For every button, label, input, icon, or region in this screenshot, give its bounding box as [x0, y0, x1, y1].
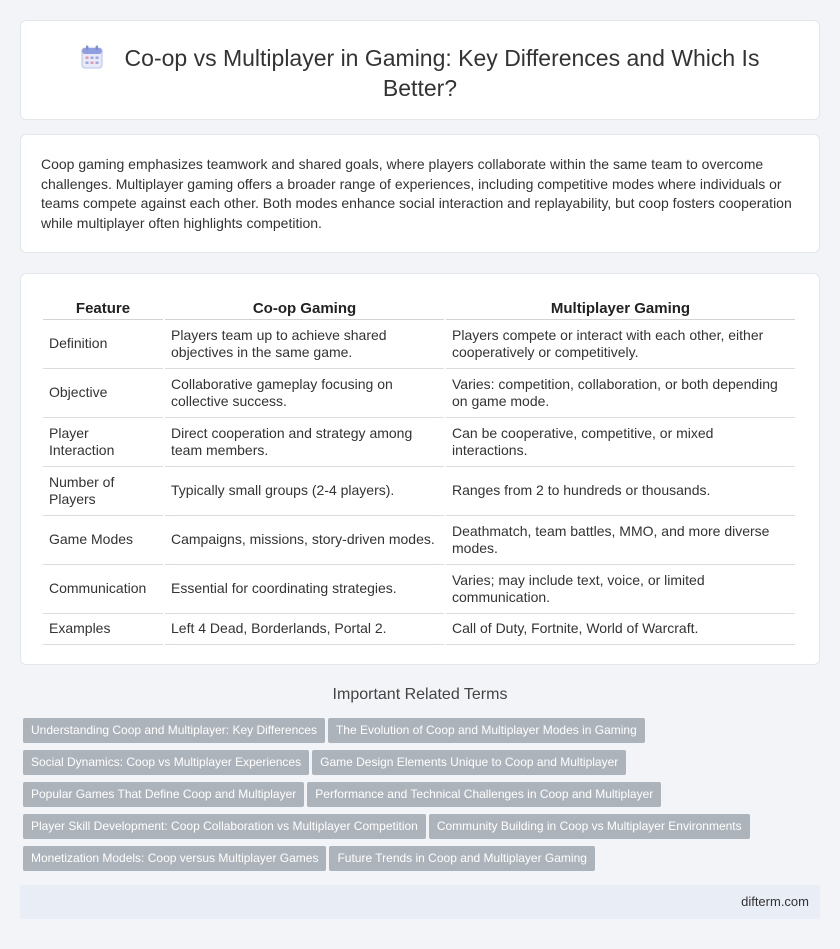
column-header-feature: Feature: [43, 296, 163, 320]
coop-cell: Essential for coordinating strategies.: [165, 565, 444, 614]
related-term-tag[interactable]: The Evolution of Coop and Multiplayer Modes in Gaming: [328, 718, 645, 743]
header-card: [20, 20, 820, 120]
related-terms-list: [23, 718, 823, 878]
column-header-coop: Co-op Gaming: [165, 296, 444, 320]
related-term-tag[interactable]: Social Dynamics: Coop vs Multiplayer Experiences: [23, 750, 309, 775]
feature-cell: Definition: [43, 320, 163, 369]
intro-card: [20, 134, 820, 253]
multiplayer-cell: Ranges from 2 to hundreds or thousands.: [446, 467, 795, 516]
site-link[interactable]: difterm.com: [741, 894, 809, 909]
page-title-text: Co-op vs Multiplayer in Gaming: Key Differences and Which Is Better?: [124, 45, 760, 101]
feature-cell: Number of Players: [43, 467, 163, 516]
feature-cell: Objective: [43, 369, 163, 418]
page-title: [21, 43, 819, 103]
table-row: [43, 418, 795, 467]
related-term-tag[interactable]: Future Trends in Coop and Multiplayer Gaming: [329, 846, 594, 871]
related-term-tag[interactable]: Monetization Models: Coop versus Multiplayer Games: [23, 846, 326, 871]
multiplayer-cell: Varies; may include text, voice, or limited communication.: [446, 565, 795, 614]
table-row: [43, 565, 795, 614]
feature-cell: Examples: [43, 614, 163, 645]
multiplayer-cell: Deathmatch, team battles, MMO, and more diverse modes.: [446, 516, 795, 565]
feature-cell: Communication: [43, 565, 163, 614]
feature-cell: Player Interaction: [43, 418, 163, 467]
coop-cell: Direct cooperation and strategy among team members.: [165, 418, 444, 467]
coop-cell: Left 4 Dead, Borderlands, Portal 2.: [165, 614, 444, 645]
coop-cell: Players team up to achieve shared objectives in the same game.: [165, 320, 444, 369]
coop-cell: Typically small groups (2-4 players).: [165, 467, 444, 516]
table-row: [43, 369, 795, 418]
calendar-icon: [81, 45, 103, 69]
footer: [20, 885, 820, 919]
multiplayer-cell: Varies: competition, collaboration, or both depending on game mode.: [446, 369, 795, 418]
multiplayer-cell: Players compete or interact with each other, either cooperatively or competitively.: [446, 320, 795, 369]
intro-text: Coop gaming emphasizes teamwork and shared goals, where players collaborate within the same team to overcome challenges. Multiplayer gaming offers a broader range of experiences, including competitive modes where individuals or teams compete against each other. Both modes enhance social interaction and replayability, but coop fosters cooperation while multiplayer often highlights competition.: [41, 156, 792, 231]
related-term-tag[interactable]: Performance and Technical Challenges in Coop and Multiplayer: [307, 782, 661, 807]
coop-cell: Collaborative gameplay focusing on collective success.: [165, 369, 444, 418]
table-row: [43, 516, 795, 565]
related-term-tag[interactable]: Game Design Elements Unique to Coop and Multiplayer: [312, 750, 626, 775]
table-row: [43, 467, 795, 516]
related-term-tag[interactable]: Popular Games That Define Coop and Multiplayer: [23, 782, 304, 807]
related-terms-title: Important Related Terms: [332, 686, 508, 703]
comparison-table: [41, 296, 797, 645]
comparison-card: [20, 273, 820, 665]
table-header-row: [43, 296, 795, 320]
related-term-tag[interactable]: Understanding Coop and Multiplayer: Key Differences: [23, 718, 325, 743]
related-term-tag[interactable]: Player Skill Development: Coop Collaboration vs Multiplayer Competition: [23, 814, 426, 839]
coop-cell: Campaigns, missions, story-driven modes.: [165, 516, 444, 565]
table-row: [43, 320, 795, 369]
feature-cell: Game Modes: [43, 516, 163, 565]
column-header-multiplayer: Multiplayer Gaming: [446, 296, 795, 320]
table-row: [43, 614, 795, 645]
related-term-tag[interactable]: Community Building in Coop vs Multiplayer Environments: [429, 814, 750, 839]
multiplayer-cell: Can be cooperative, competitive, or mixed interactions.: [446, 418, 795, 467]
header: [21, 43, 819, 103]
multiplayer-cell: Call of Duty, Fortnite, World of Warcraft.: [446, 614, 795, 645]
